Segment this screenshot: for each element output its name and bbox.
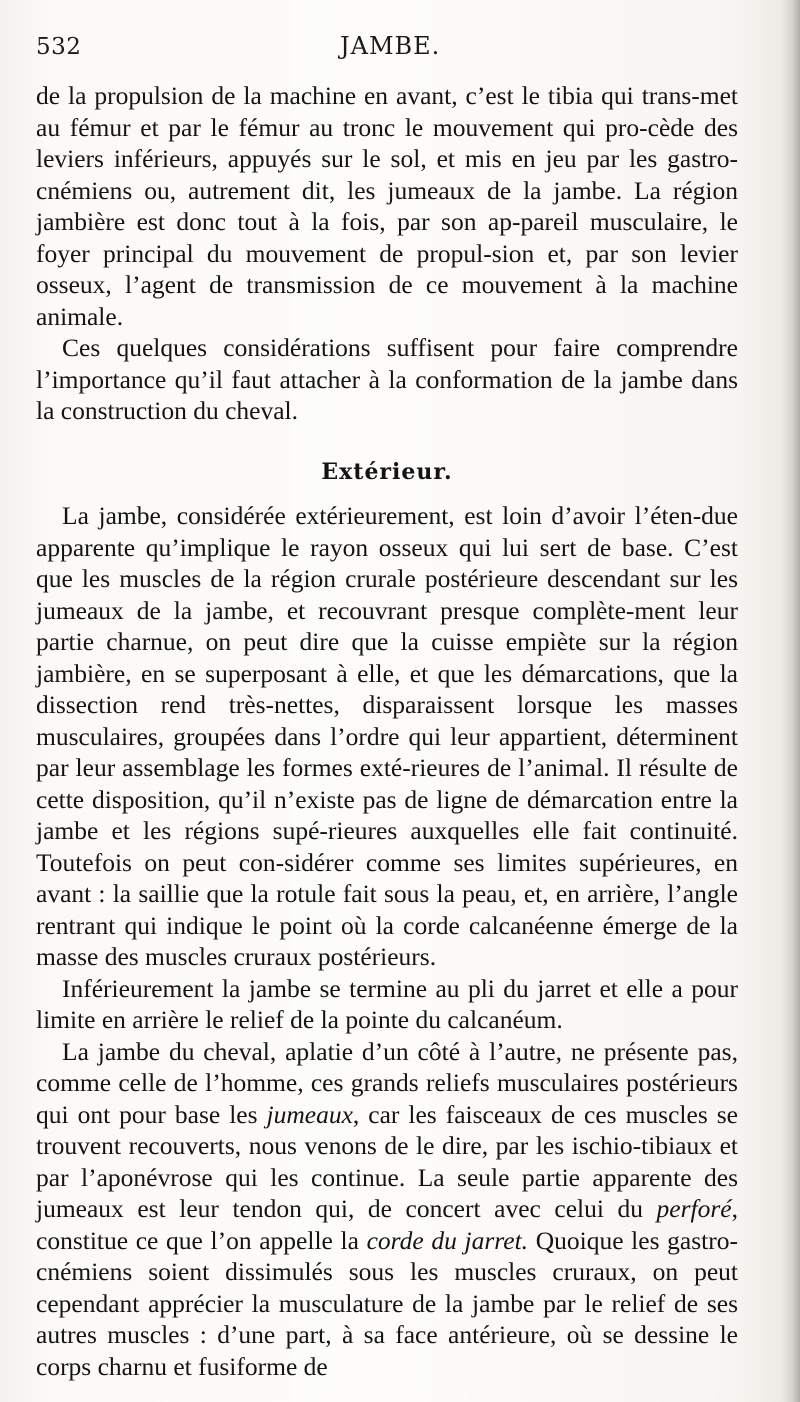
paragraph-considerations: Ces quelques considérations suffisent pour faire comprendre l’importance qu’il faut attacher à la conformation de la jambe dans la construction du cheval. xyxy=(36,333,738,425)
text-run: , car les faisceaux de ces muscles se trouvent recouverts, nous venons de le dire, par les ischio-tibiaux et par l’aponévrose qui les continue. La seule partie apparente des jumeaux est leur tendon qui, de concert avec celui du xyxy=(36,1099,738,1223)
page-number: 532 xyxy=(36,34,82,60)
text-run: , constitue ce que l’on appelle la xyxy=(36,1194,738,1255)
text-run: Quoique les gastro-cnémiens soient dissimulés sous les muscles cruraux, on peut cependant apprécier la musculature de la jambe par le relief de ses autres muscles : d’une part, à sa face antérieure, où se dessine le corps charnu et fusiforme de xyxy=(36,1225,738,1381)
body-text xyxy=(36,80,738,1382)
italic-term-corde-du-jarret: corde du jarret. xyxy=(366,1225,529,1255)
paragraph-lower-limit: Inférieurement la jambe se termine au pli du jarret et elle a pour limite en arrière le relief de la pointe du calcanéum. xyxy=(36,973,738,1034)
running-title: JAMBE. xyxy=(340,32,441,60)
paragraph-horse-leg xyxy=(36,1036,738,1383)
text-run: La jambe du cheval, aplatie d’un côté à l’autre, ne présente pas, comme celle de l’homme, ces grands reliefs musculaires postérieurs qui ont pour base les xyxy=(36,1036,738,1129)
paragraph-exterior: La jambe, considérée extérieurement, est loin d’avoir l’éten-due apparente qu’implique le rayon osseux qui lui sert de base. C’est que les muscles de la région crurale postérieure descendant sur les jumeaux de la jambe, et recouvrant presque complète-ment leur partie charnue, on peut dire que la cuisse empiète sur la région jambière, en se superposant à elle, et que les démarcations, que la dissection rend très-nettes, disparaissent lorsque les masses musculaires, groupées dans l’ordre qui leur appartient, déterminent par leur assemblage les formes exté-rieures de l’animal. Il résulte de cette disposition, qu’il n’existe pas de ligne de démarcation entre la jambe et les régions supé-rieures auxquelles elle fait continuité. Toutefois on peut con-sidérer comme ses limites supérieures, en avant : la saillie que la rotule fait sous la peau, et, en arrière, l’angle rentrant qui indique le point où la corde calcanéenne émerge de la masse des muscles cruraux postérieurs. xyxy=(36,501,738,971)
page-header xyxy=(36,28,736,68)
section-heading: Extérieur. xyxy=(321,458,453,485)
italic-term-jumeaux: jumeaux xyxy=(266,1099,353,1129)
paragraph-propulsion: de la propulsion de la machine en avant, c’est le tibia qui trans-met au fémur et par le fémur au tronc le mouvement qui pro-cède des leviers inférieurs, appuyés sur le sol, et mis en jeu par les gastro-cnémiens ou, autrement dit, les jumeaux de la jambe. La région jambière est donc tout à la fois, par son ap-pareil musculaire, le foyer principal du mouvement de propul-sion et, par son levier osseux, l’agent de transmission de ce mouvement à la machine animale. xyxy=(36,81,738,331)
italic-term-perfore: perforé xyxy=(656,1194,732,1223)
page-edge-shadow xyxy=(782,0,800,1402)
